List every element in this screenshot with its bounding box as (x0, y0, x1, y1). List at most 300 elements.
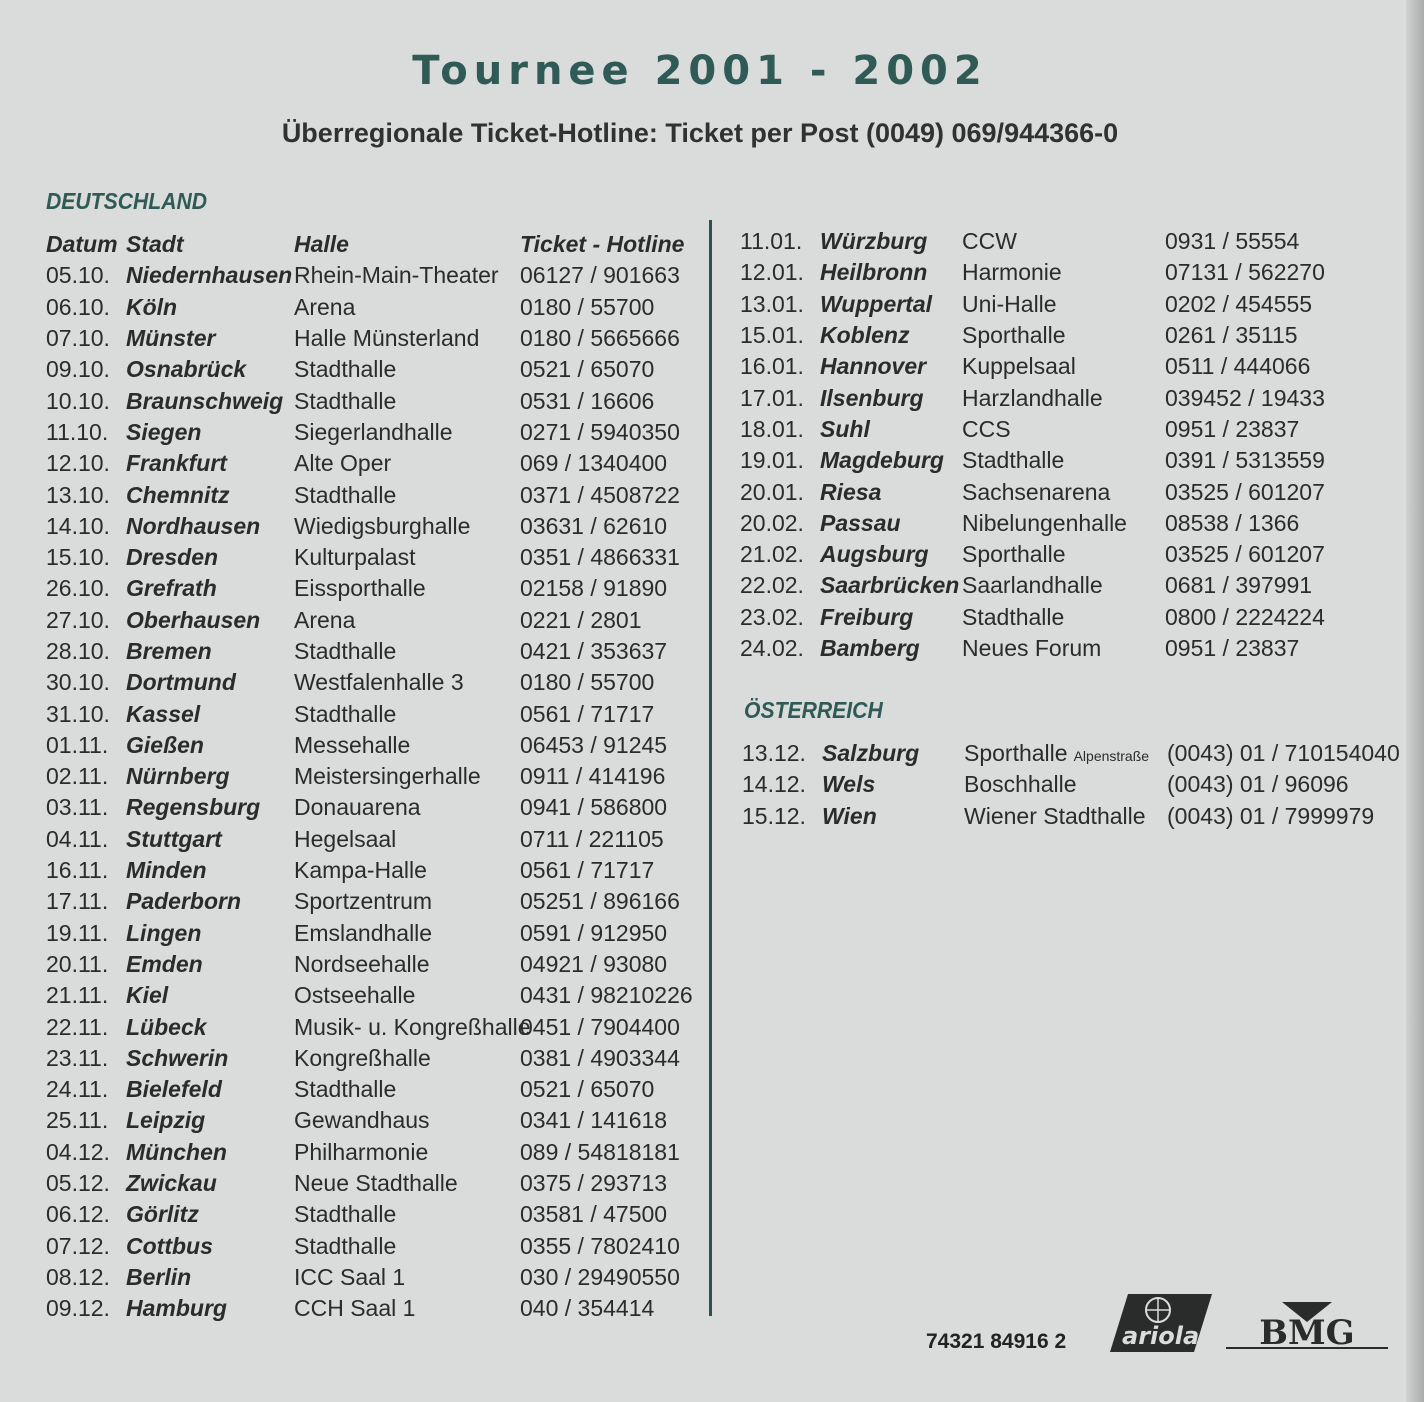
hall-cell (294, 607, 520, 634)
table-row (46, 1137, 700, 1168)
hotline-cell: 0341 / 141618 (520, 1107, 668, 1134)
table-row (740, 508, 1395, 539)
hall-name: Donauarena (294, 794, 421, 821)
hotline-cell: 0180 / 55700 (520, 669, 655, 696)
table-row (740, 351, 1395, 382)
date-cell: 14.12. (742, 771, 806, 798)
hall-cell (962, 635, 1165, 662)
hall-name: Stadthalle (962, 603, 1065, 630)
table-row (46, 886, 700, 917)
hall-cell (962, 510, 1165, 537)
date-cell: 14.10. (46, 512, 110, 539)
table-row (46, 824, 700, 855)
city-cell: Dortmund (126, 669, 236, 696)
bmg-logo-text: BMG (1259, 1313, 1355, 1350)
table-row (46, 260, 700, 291)
hall-name: Kongreßhalle (294, 1044, 431, 1071)
city-cell: Paderborn (126, 888, 242, 915)
hall-cell (962, 228, 1165, 255)
hall-name: Eissporthalle (294, 575, 426, 602)
date-cell: 11.01. (740, 228, 803, 255)
city-cell: Salzburg (822, 740, 920, 767)
hall-cell (294, 1139, 520, 1166)
hall-cell (294, 920, 520, 947)
hall-name: Stadthalle (294, 387, 397, 414)
date-cell: 21.02. (740, 541, 804, 568)
city-cell: Chemnitz (126, 481, 230, 508)
date-cell: 07.10. (46, 325, 110, 352)
date-cell: 27.10. (46, 606, 110, 633)
hotline-cell: 0561 / 71717 (520, 857, 655, 884)
hotline-cell: 0180 / 5665666 (520, 325, 680, 352)
hall-cell (294, 888, 520, 915)
hall-cell (962, 447, 1165, 474)
city-cell: Frankfurt (126, 450, 227, 477)
hotline-cell: 0521 / 65070 (520, 356, 655, 383)
table-row (46, 1168, 700, 1199)
austria-table (742, 738, 1400, 832)
table-row (740, 257, 1395, 288)
date-cell: 07.12. (46, 1232, 110, 1259)
hall-cell (962, 479, 1165, 506)
table-row (46, 792, 700, 823)
date-cell: 28.10. (46, 638, 110, 664)
hall-cell (294, 482, 520, 509)
date-cell: 06.12. (46, 1201, 110, 1228)
hall-cell (294, 356, 520, 383)
hotline-cell: 030 / 29490550 (520, 1263, 680, 1290)
hall-cell (294, 450, 520, 477)
hall-note: Alpenstraße (1073, 748, 1150, 765)
date-cell: 17.01. (740, 384, 804, 411)
hotline-cell: 0381 / 4903344 (520, 1044, 680, 1071)
hall-cell (962, 291, 1165, 318)
table-row (46, 761, 700, 792)
hall-name: Sachsenarena (962, 478, 1111, 505)
table-row (740, 226, 1395, 257)
date-cell: 04.11. (46, 825, 109, 852)
city-cell: Görlitz (126, 1201, 199, 1228)
hall-cell (294, 1295, 520, 1322)
header-hotline: Ticket - Hotline (520, 231, 685, 258)
date-cell: 08.12. (46, 1263, 110, 1290)
city-cell: Augsburg (820, 541, 929, 568)
hotline-cell: 08538 / 1366 (1165, 509, 1300, 536)
date-cell: 13.01. (740, 290, 804, 317)
hotline-cell: 0521 / 65070 (520, 1076, 655, 1103)
date-cell: 15.12. (742, 802, 806, 829)
date-cell: 15.01. (740, 322, 804, 349)
hotline-cell: 03581 / 47500 (520, 1201, 668, 1228)
hotline-cell: 0681 / 397991 (1165, 572, 1313, 599)
date-cell: 05.12. (46, 1170, 110, 1197)
table-row (46, 448, 700, 479)
hall-cell (294, 701, 520, 728)
hall-name: Arena (294, 293, 356, 320)
hotline-cell: 03525 / 601207 (1165, 478, 1325, 505)
table-row (46, 636, 700, 667)
date-cell: 20.11. (46, 950, 109, 977)
table-row (46, 511, 700, 542)
hall-cell (294, 294, 520, 321)
germany-table-right (740, 226, 1395, 664)
hall-name: Meistersingerhalle (294, 763, 481, 790)
city-cell: Stuttgart (126, 825, 222, 852)
hotline-cell: 0591 / 912950 (520, 919, 668, 946)
hotline-cell: 0355 / 7802410 (520, 1232, 680, 1259)
hall-name: Wiedigsburghalle (294, 512, 471, 539)
table-row (46, 605, 700, 636)
table-row (46, 730, 700, 761)
hall-name: Halle Münsterland (294, 325, 480, 352)
hall-name: Stadthalle (294, 1232, 397, 1259)
hall-name: Boschhalle (964, 771, 1077, 798)
date-cell: 19.01. (740, 447, 804, 474)
date-cell: 03.11. (46, 794, 109, 821)
city-cell: Freiburg (820, 603, 914, 630)
hotline-cell: 04921 / 93080 (520, 950, 668, 977)
hotline-cell: 0351 / 4866331 (520, 544, 680, 571)
hall-cell (294, 262, 520, 289)
hotline-cell: 0221 / 2801 (520, 606, 642, 633)
hall-cell (294, 669, 520, 696)
hotline-cell: 03631 / 62610 (520, 512, 668, 539)
date-cell: 09.12. (46, 1295, 110, 1322)
hall-cell (294, 325, 520, 352)
hall-cell (294, 1013, 531, 1041)
city-cell: Köln (126, 293, 178, 320)
hotline-cell: 06127 / 901663 (520, 262, 680, 289)
hotline-cell: 0202 / 454555 (1165, 290, 1313, 317)
city-cell: Schwerin (126, 1044, 229, 1071)
city-cell: Cottbus (126, 1232, 213, 1259)
city-cell: Lübeck (126, 1013, 207, 1040)
hotline-cell: 05251 / 896166 (520, 888, 680, 915)
hall-cell (962, 541, 1165, 568)
city-cell: Kiel (126, 982, 169, 1009)
hotline-cell: 0941 / 586800 (520, 794, 668, 821)
hall-cell (962, 385, 1165, 412)
table-header (46, 229, 700, 260)
city-cell: Berlin (126, 1263, 192, 1290)
date-cell: 22.02. (740, 572, 804, 599)
table-row (46, 980, 700, 1011)
city-cell: Grefrath (126, 575, 217, 602)
city-cell: Bamberg (820, 635, 920, 661)
hotline-cell: 069 / 1340400 (520, 450, 668, 477)
header-city: Stadt (126, 231, 184, 258)
hotline-cell: 0951 / 23837 (1165, 635, 1300, 661)
date-cell: 17.11. (46, 888, 109, 915)
hotline-cell: 0711 / 221105 (520, 825, 664, 852)
table-row (46, 385, 700, 416)
hall-name: CCH Saal 1 (294, 1295, 416, 1322)
hall-cell (964, 740, 1167, 767)
hotline-cell: 0421 / 353637 (520, 638, 668, 664)
hall-name: Philharmonie (294, 1138, 429, 1165)
hotline-cell: 0911 / 414196 (520, 763, 666, 790)
catalog-number: 74321 84916 2 (926, 1330, 1067, 1353)
hall-name: Sporthalle (964, 740, 1068, 767)
hall-name: Uni-Halle (962, 290, 1057, 317)
date-cell: 19.11. (46, 919, 109, 946)
hall-cell (294, 513, 520, 540)
hotline-cell: 0431 / 98210226 (520, 982, 693, 1009)
city-cell: Saarbrücken (820, 572, 960, 599)
hotline-cell: 0375 / 293713 (520, 1170, 668, 1197)
hall-name: Arena (294, 606, 356, 633)
hall-cell (294, 826, 520, 853)
bmg-logo (1222, 1300, 1392, 1350)
hotline-cell: 0511 / 444066 (1165, 353, 1311, 380)
city-cell: Hamburg (126, 1295, 227, 1322)
hotline-cell: 0531 / 16606 (520, 387, 655, 414)
hall-name: Stadthalle (294, 700, 397, 727)
hall-name: Neues Forum (962, 635, 1102, 661)
table-row (46, 542, 700, 573)
city-cell: Wuppertal (820, 290, 933, 317)
hall-name: Stadthalle (294, 356, 397, 383)
date-cell: 23.11. (46, 1044, 109, 1071)
hall-name: Rhein-Main-Theater (294, 262, 499, 289)
table-row (740, 445, 1395, 476)
table-row (46, 1262, 700, 1293)
date-cell: 24.02. (740, 635, 804, 661)
table-row (742, 769, 1397, 800)
city-cell: Leipzig (126, 1107, 206, 1134)
table-row (740, 539, 1395, 570)
table-row (742, 738, 1400, 769)
hall-name: Saarlandhalle (962, 572, 1103, 599)
table-row (46, 949, 700, 980)
table-row (46, 1293, 700, 1324)
date-cell: 16.11. (46, 857, 109, 884)
hotline-cell: 040 / 354414 (520, 1295, 655, 1322)
city-cell: Suhl (820, 415, 870, 442)
city-cell: Koblenz (820, 322, 910, 349)
hotline-cell: 0451 / 7904400 (520, 1013, 680, 1040)
table-row (46, 698, 700, 729)
hotline-cell: 0561 / 71717 (520, 700, 655, 727)
hall-cell (294, 419, 520, 446)
hall-name: Sportzentrum (294, 888, 433, 915)
hall-name: Westfalenhalle 3 (294, 669, 464, 696)
date-cell: 16.01. (740, 353, 804, 380)
date-cell: 05.10. (46, 262, 110, 289)
hall-name: Stadthalle (294, 638, 397, 664)
hall-cell (962, 416, 1165, 443)
city-cell: Oberhausen (126, 606, 261, 633)
city-cell: Passau (820, 509, 901, 536)
date-cell: 10.10. (46, 387, 110, 414)
date-cell: 20.01. (740, 478, 804, 505)
city-cell: Wien (822, 802, 877, 829)
table-row (740, 414, 1395, 445)
hotline-cell: (0043) 01 / 7999979 (1167, 802, 1375, 829)
table-row (740, 476, 1395, 507)
table-row (740, 289, 1395, 320)
hall-cell (294, 1107, 520, 1134)
date-cell: 26.10. (46, 575, 110, 602)
city-cell: Bremen (126, 638, 212, 664)
table-row (740, 320, 1395, 351)
hall-cell (294, 1076, 520, 1103)
city-cell: Gießen (126, 731, 204, 758)
city-cell: Heilbronn (820, 259, 928, 286)
hotline-cell: 06453 / 91245 (520, 731, 668, 758)
city-cell: Niedernhausen (126, 262, 293, 289)
hall-cell (962, 572, 1165, 599)
hall-cell (294, 1045, 520, 1072)
hotline-cell: 07131 / 562270 (1165, 259, 1325, 286)
hall-cell (294, 951, 520, 978)
hall-name: CCS (962, 415, 1011, 442)
hall-cell (294, 1264, 520, 1291)
hotline-cell: 0271 / 5940350 (520, 418, 680, 445)
table-row (46, 855, 700, 886)
hall-name: Kulturpalast (294, 544, 416, 571)
table-row (740, 602, 1395, 633)
table-row (742, 801, 1397, 832)
hall-name: Stadthalle (294, 481, 397, 508)
page-title: Tournee 2001 - 2002 (412, 48, 988, 94)
header-date: Datum (46, 231, 118, 258)
page-edge (1406, 0, 1424, 1402)
city-cell: Magdeburg (820, 447, 944, 474)
hall-name: Alte Oper (294, 450, 392, 477)
table-row (46, 354, 700, 385)
hall-name: Kampa-Halle (294, 857, 427, 884)
table-row (740, 570, 1395, 601)
table-row (46, 1011, 700, 1042)
date-cell: 06.10. (46, 293, 110, 320)
date-cell: 18.01. (740, 415, 804, 442)
column-divider (709, 220, 712, 1316)
city-cell: Dresden (126, 544, 219, 571)
hall-cell (964, 803, 1167, 830)
date-cell: 15.10. (46, 544, 110, 571)
hall-name: Stadthalle (962, 447, 1065, 474)
hall-name: Nibelungenhalle (962, 509, 1127, 536)
hotline-cell: 0371 / 4508722 (520, 481, 680, 508)
date-cell: 30.10. (46, 669, 110, 696)
hall-name: CCW (962, 228, 1017, 255)
hotline-cell: 0951 / 23837 (1165, 415, 1300, 442)
hotline-cell: (0043) 01 / 710154040 (1167, 740, 1400, 767)
table-row (46, 1074, 700, 1105)
hall-name: Neue Stadthalle (294, 1170, 458, 1197)
hall-cell (294, 794, 520, 821)
germany-table-left (46, 229, 700, 1324)
hall-name: Nordseehalle (294, 950, 430, 977)
hall-name: Kuppelsaal (962, 353, 1076, 380)
table-row (46, 573, 700, 604)
hall-cell (294, 1170, 520, 1197)
hotline-cell: 0931 / 55554 (1165, 228, 1300, 255)
hotline-cell: 0261 / 35115 (1165, 322, 1298, 349)
date-cell: 12.01. (740, 259, 804, 286)
city-cell: Bielefeld (126, 1076, 222, 1103)
city-cell: Münster (126, 325, 216, 352)
header-hall: Halle (294, 231, 349, 258)
hall-cell (962, 322, 1165, 349)
hall-cell (964, 771, 1167, 798)
section-heading-deutschland: DEUTSCHLAND (46, 188, 208, 214)
hall-cell (294, 732, 520, 759)
city-cell: Osnabrück (126, 356, 247, 383)
date-cell: 01.11. (46, 731, 109, 758)
hall-cell (962, 604, 1165, 631)
hall-cell (294, 388, 520, 415)
table-row (46, 479, 700, 510)
date-cell: 20.02. (740, 509, 804, 536)
table-row (46, 1199, 700, 1230)
hall-name: Wiener Stadthalle (964, 802, 1146, 829)
date-cell: 22.11. (46, 1013, 109, 1040)
date-cell: 09.10. (46, 356, 110, 383)
hall-name: Siegerlandhalle (294, 418, 453, 445)
city-cell: Kassel (126, 700, 201, 727)
hall-name: Stadthalle (294, 1201, 397, 1228)
hotline-cell: 0180 / 55700 (520, 293, 655, 320)
table-row (46, 1231, 700, 1262)
city-cell: Hannover (820, 353, 927, 380)
city-cell: Wels (822, 771, 876, 798)
date-cell: 23.02. (740, 603, 804, 630)
section-heading-oesterreich: ÖSTERREICH (744, 697, 883, 723)
city-cell: Regensburg (126, 794, 261, 821)
table-row (46, 667, 700, 698)
ariola-logo-text: ariola (1122, 1322, 1200, 1350)
hall-cell (294, 1201, 520, 1228)
hall-cell (294, 544, 520, 571)
hall-name: Emslandhalle (294, 919, 433, 946)
date-cell: 25.11. (46, 1107, 109, 1134)
city-cell: München (126, 1138, 227, 1165)
city-cell: Zwickau (126, 1170, 217, 1197)
hall-cell (294, 1233, 520, 1260)
hall-name: Harzlandhalle (962, 384, 1103, 411)
hall-name: Gewandhaus (294, 1107, 430, 1134)
hall-cell (294, 763, 520, 790)
hall-cell (294, 982, 520, 1009)
hall-cell (294, 638, 520, 665)
date-cell: 31.10. (46, 700, 110, 727)
date-cell: 04.12. (46, 1138, 110, 1165)
ariola-logo (1108, 1290, 1218, 1356)
ticket-hotline-subtitle: Überregionale Ticket-Hotline: Ticket per Post (0049) 069/944366-0 (281, 118, 1119, 148)
hotline-cell: 02158 / 91890 (520, 575, 668, 602)
city-cell: Lingen (126, 919, 202, 946)
table-row (46, 323, 700, 354)
hall-cell (962, 259, 1165, 286)
hotline-cell: 03525 / 601207 (1165, 541, 1325, 568)
hall-name: Harmonie (962, 259, 1062, 286)
hall-name: Hegelsaal (294, 825, 397, 852)
hall-name: Messehalle (294, 731, 411, 758)
city-cell: Braunschweig (126, 387, 284, 414)
hall-cell (294, 575, 520, 602)
hotline-cell: (0043) 01 / 96096 (1167, 771, 1349, 798)
table-row (46, 292, 700, 323)
hotline-cell: 0800 / 2224224 (1165, 603, 1325, 630)
table-row (46, 417, 700, 448)
hall-name: Ostseehalle (294, 982, 416, 1009)
hotline-cell: 039452 / 19433 (1165, 384, 1325, 411)
hotline-cell: 089 / 54818181 (520, 1138, 680, 1165)
city-cell: Siegen (126, 418, 202, 445)
table-row (740, 382, 1395, 413)
